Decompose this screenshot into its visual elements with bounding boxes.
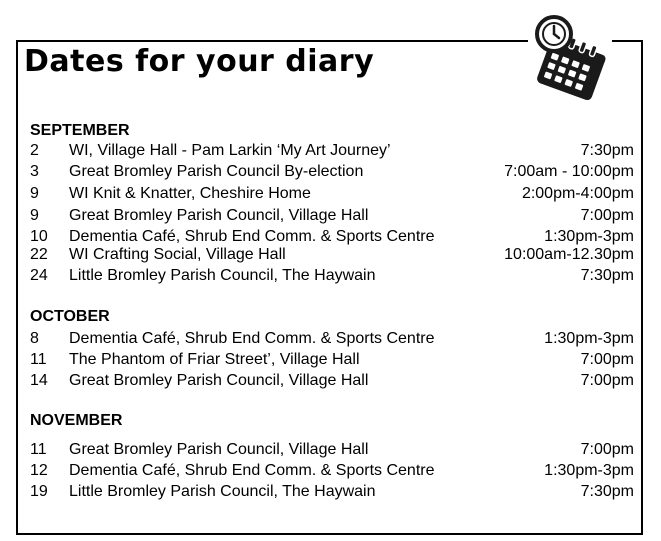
- event-row: [30, 482, 634, 501]
- event-day: 22: [30, 246, 48, 263]
- event-time: 7:00pm: [580, 441, 634, 458]
- event-description: Dementia Café, Shrub End Comm. & Sports Centre: [69, 330, 435, 347]
- event-time: 7:00am - 10:00pm: [504, 163, 634, 180]
- page-title: Dates for your diary: [24, 44, 375, 79]
- event-day: 9: [30, 207, 39, 224]
- event-row: [30, 461, 634, 480]
- event-row: [30, 266, 634, 285]
- calendar-clock-icon-graphic: [528, 14, 612, 100]
- event-description: WI Knit & Knatter, Cheshire Home: [69, 185, 311, 202]
- event-time: 7:00pm: [580, 372, 634, 389]
- event-time: 1:30pm-3pm: [544, 228, 634, 245]
- event-day: 19: [30, 483, 48, 500]
- event-description: The Phantom of Friar Street’, Village Hall: [69, 351, 360, 368]
- event-time: 7:30pm: [580, 267, 634, 284]
- event-day: 2: [30, 142, 39, 159]
- section-heading-september: SEPTEMBER: [30, 122, 130, 139]
- event-time: 1:30pm-3pm: [544, 462, 634, 479]
- event-description: Little Bromley Parish Council, The Haywain: [69, 483, 376, 500]
- event-description: WI Crafting Social, Village Hall: [69, 246, 286, 263]
- event-day: 8: [30, 330, 39, 347]
- event-day: 9: [30, 185, 39, 202]
- event-time: 7:00pm: [580, 207, 634, 224]
- event-row: [30, 227, 634, 246]
- event-row: [30, 184, 634, 203]
- event-description: Little Bromley Parish Council, The Haywain: [69, 267, 376, 284]
- event-time: 2:00pm-4:00pm: [521, 185, 634, 202]
- event-row: [30, 371, 634, 390]
- event-time: 7:30pm: [580, 142, 634, 159]
- event-description: Great Bromley Parish Council, Village Hall: [69, 372, 369, 389]
- event-day: 11: [30, 441, 47, 458]
- event-day: 14: [30, 372, 48, 389]
- event-row: [30, 141, 634, 160]
- event-row: [30, 162, 634, 181]
- section-heading-november: NOVEMBER: [30, 412, 123, 429]
- event-time: 7:00pm: [580, 351, 634, 368]
- event-row: [30, 440, 634, 459]
- event-time: 1:30pm-3pm: [544, 330, 634, 347]
- event-description: Great Bromley Parish Council, Village Hall: [69, 441, 369, 458]
- event-time: 7:30pm: [580, 483, 634, 500]
- event-time: 10:00am-12.30pm: [504, 246, 634, 263]
- event-day: 24: [30, 267, 48, 284]
- event-row: [30, 245, 634, 264]
- calendar-clock-icon: [528, 14, 612, 100]
- event-day: 10: [30, 228, 48, 245]
- event-description: Dementia Café, Shrub End Comm. & Sports Centre: [69, 462, 435, 479]
- event-row: [30, 329, 634, 348]
- event-day: 3: [30, 163, 39, 180]
- section-heading-october: OCTOBER: [30, 308, 110, 325]
- event-description: WI, Village Hall - Pam Larkin ‘My Art Journey’: [69, 142, 391, 159]
- event-row: [30, 206, 634, 225]
- event-day: 11: [30, 351, 47, 368]
- event-description: Great Bromley Parish Council By-election: [69, 163, 364, 180]
- event-description: Great Bromley Parish Council, Village Hall: [69, 207, 369, 224]
- event-row: [30, 350, 634, 369]
- event-day: 12: [30, 462, 48, 479]
- event-description: Dementia Café, Shrub End Comm. & Sports Centre: [69, 228, 435, 245]
